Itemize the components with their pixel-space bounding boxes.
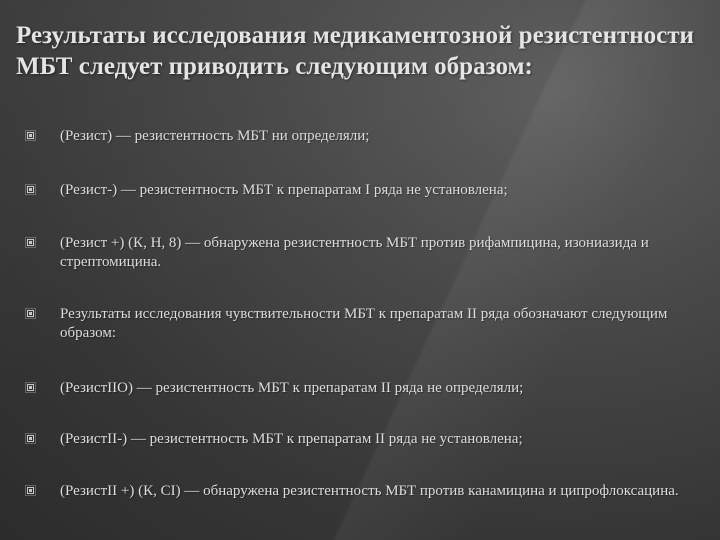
bullet-text: (РезистII-) — резистентность МБТ к препаратам II ряда не установлена; xyxy=(60,431,523,447)
bullet-text: Результаты исследования чувствительности МБТ к препаратам II ряда обозначают следующим образом: xyxy=(60,306,668,341)
bullet-text: (Резист-) — резистентность МБТ к препаратам I ряда не установлена; xyxy=(60,182,508,198)
square-bullet-icon xyxy=(27,239,34,246)
bullet-text: (Резист +) (К, Н, 8) — обнаружена резистентность МБТ против рифампицина, изониазида и стрептомицина. xyxy=(60,235,649,270)
square-bullet-icon xyxy=(27,435,34,442)
slide-title: Результаты исследования медикаментозной резистентности МБТ следует приводить следующим образом: xyxy=(16,22,694,80)
bullet-text: (РезистIIО) — резистентность МБТ к препаратам II ряда не определяли; xyxy=(60,380,524,396)
square-bullet-icon xyxy=(27,186,34,193)
bullet-text: (Резист) — резистентность МБТ ни определяли; xyxy=(60,128,370,144)
square-bullet-icon xyxy=(27,487,34,494)
square-bullet-icon xyxy=(27,310,34,317)
bullet-text: (РезистII +) (К, CI) — обнаружена резистентность МБТ против канамицина и ципрофлоксацина. xyxy=(60,483,679,499)
square-bullet-icon xyxy=(27,132,34,139)
square-bullet-icon xyxy=(27,384,34,391)
